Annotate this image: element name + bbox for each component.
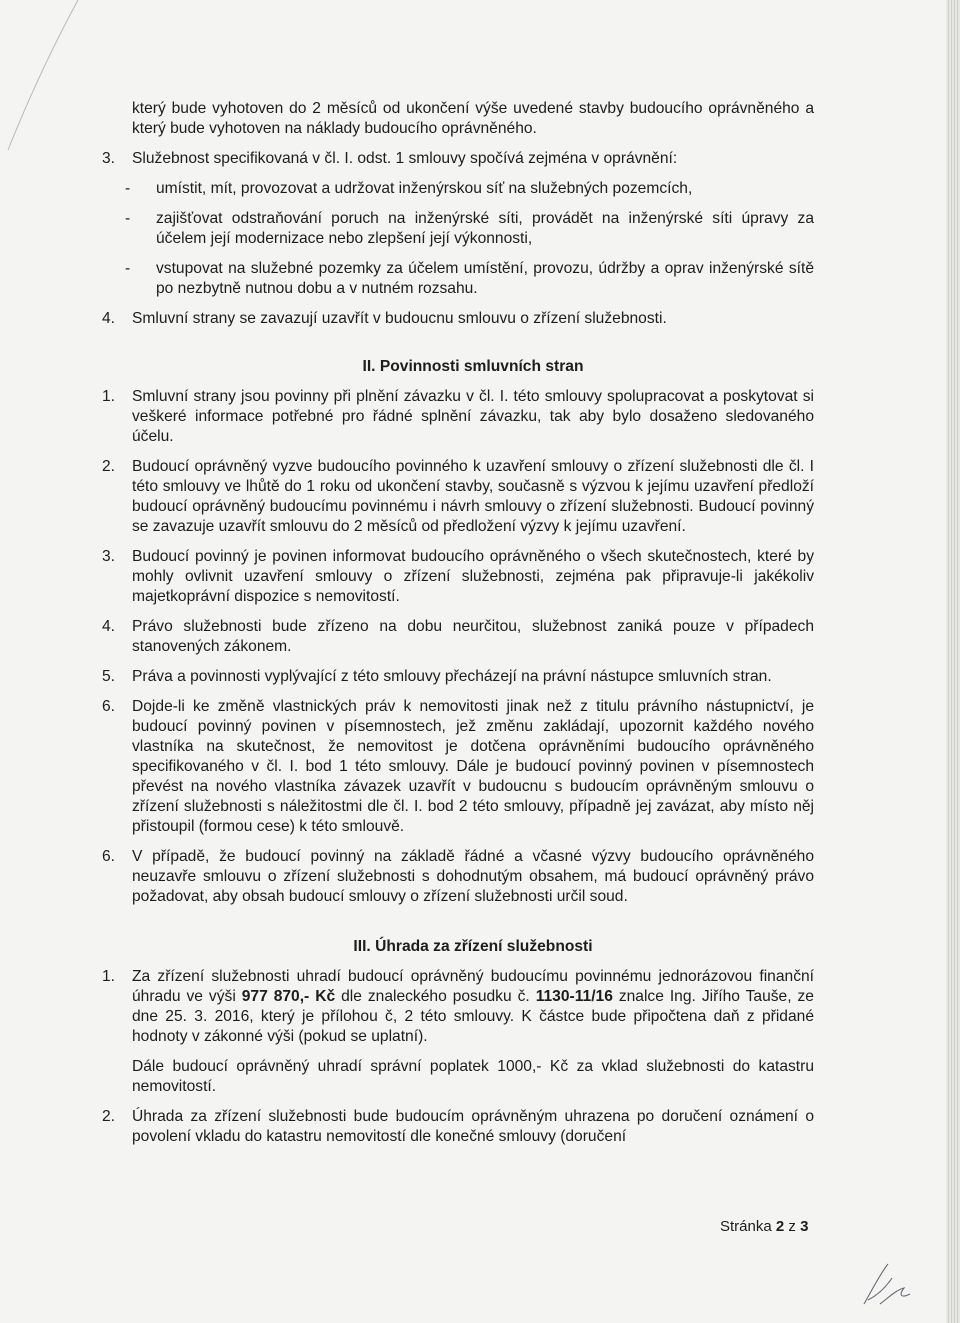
section-heading-ii: II. Povinnosti smluvních stran — [362, 358, 584, 375]
paragraph-text-c: znalce Ing. Jiřího Tauše, ze dne 25. 3. 2016, který je přílohou č, 2 této smlouvy. K částce bude připočtena daň z přidané hodnoty v zákonné výši (pokud se uplatní). — [132, 988, 814, 1045]
bullet-item — [92, 209, 814, 249]
paragraph-text: Práva a povinnosti vyplývající z této smlouvy přecházejí na právní nástupce smluvních stran. — [132, 668, 772, 685]
sub-paragraph: Dále budoucí oprávněný uhradí správní poplatek 1000,- Kč za vklad služebnosti do katastru nemovitostí. — [132, 1058, 814, 1095]
page-label: Stránka — [720, 1218, 772, 1235]
paragraph-number: 2. — [102, 458, 116, 475]
paragraph-text: Budoucí povinný je povinen informovat budoucího oprávněného o všech skutečnostech, které by mohly ovlivnit uzavření smlouvy o zřízení služebnosti, zejména pak připravuje-li jakékoliv majetkoprávní dispozice s nemovitostí. — [132, 548, 814, 605]
list-item — [92, 697, 814, 837]
page-total: 3 — [800, 1218, 809, 1235]
paragraph-continuation: který bude vyhotoven do 2 měsíců od ukončení výše uvedené stavby budoucího oprávněného a který bude vyhotoven na náklady budoucího oprávněného. — [132, 100, 814, 137]
bullet-dash: - — [125, 180, 131, 197]
list-item — [92, 387, 814, 447]
paragraph-text: Služebnost specifikovaná v čl. I. odst. 1 smlouvy spočívá zejména v oprávnění: — [132, 150, 678, 167]
bullet-text: zajišťovat odstraňování poruch na inženýrské síti, provádět na inženýrské síti úpravy za účelem její modernizace nebo zlepšení její výkonnosti, — [156, 210, 814, 247]
paragraph-number: 4. — [102, 618, 116, 635]
paragraph-text: Smluvní strany jsou povinny při plnění závazku v čl. I. této smlouvy spolupracovat a poskytovat si veškeré informace potřebné pro řádné splnění závazku, tak aby bylo dosaženo sledovaného účelu. — [132, 388, 814, 445]
bullet-text: vstupovat na služebné pozemky za účelem umístění, provozu, údržby a oprav inženýrské sítě po nezbytně nutnou dobu a v nutném rozsahu. — [156, 260, 814, 297]
paper-edge — [946, 0, 960, 1323]
scan-artifact-line — [0, 0, 90, 160]
paragraph-text: Budoucí oprávněný vyzve budoucího povinného k uzavření smlouvy o zřízení služebnosti dle čl. I této smlouvy ve lhůtě do 1 roku od ukončení stavby, současně s výzvou k jejímu uzavření předloží budoucí oprávněný budoucímu povinnému i návrh smlouvy o zřízení služebnosti. Budoucí povinný se zavazuje uzavřít smlouvu do 2 měsíců od předložení výzvy k jejímu uzavření. — [132, 458, 814, 535]
paragraph-number: 3. — [102, 150, 116, 167]
paragraph-text: Smluvní strany se zavazují uzavřít v budoucnu smlouvu o zřízení služebnosti. — [132, 310, 667, 327]
page-of: z — [788, 1218, 796, 1235]
paragraph-text-b: dle znaleckého posudku č. — [335, 988, 536, 1005]
paragraph-number: 6. — [102, 848, 116, 865]
bullet-text: umístit, mít, provozovat a udržovat inženýrskou síť na služebných pozemcích, — [156, 180, 693, 197]
paragraph-4 — [92, 309, 814, 329]
paragraph-number: 2. — [102, 1108, 116, 1125]
list-item — [92, 667, 814, 687]
signature-initials — [858, 1260, 914, 1310]
paragraph-number: 1. — [102, 968, 116, 985]
bullet-item — [92, 259, 814, 299]
report-number: 1130-11/16 — [535, 988, 613, 1005]
list-item — [92, 1107, 814, 1147]
list-item — [92, 967, 814, 1047]
paragraph-number: 4. — [102, 310, 116, 327]
page-number — [720, 1218, 808, 1235]
paragraph-number: 6. — [102, 698, 116, 715]
document-body — [92, 99, 814, 1157]
page-current: 2 — [775, 1218, 785, 1235]
paragraph-text: Právo služebnosti bude zřízeno na dobu neurčitou, služebnost zaniká pouze v případech stanovených zákonem. — [132, 618, 814, 655]
paragraph-text: Dojde-li ke změně vlastnických práv k nemovitosti jinak než z titulu právního nástupnictví, je budoucí povinný povinen v písemnostech, jež změnu zakládají, upozornit každého nového vlastníka na skutečnost, že nemovitost je dotčena oprávněními budoucího oprávněného specifikovaného v čl. I. bod 1 této smlouvy. Dále je budoucí povinný povinen v písemnostech převést na nového vlastníka závazek uzavřít v budoucnu s budoucím oprávněným smlouvu o zřízení služebnosti s náležitostmi dle čl. I. bod 2 této smlouvy, případně jej zavázat, aby místo něj přistoupil (formou cese) k této smlouvě. — [132, 698, 814, 835]
paragraph-text-a: Za zřízení služebnosti uhradí budoucí oprávněný budoucímu povinnému jednorázovou finanční úhradu ve výši — [132, 968, 814, 1005]
list-item — [92, 547, 814, 607]
paragraph-3 — [92, 149, 814, 169]
amount-value: 977 870,- Kč — [241, 988, 336, 1005]
paragraph-text: V případě, že budoucí povinný na základě řádné a včasné výzvy budoucího oprávněného neuzavře smlouvu o zřízení služebnosti s dohodnutým obsahem, má budoucí oprávněný právo požadovat, aby obsah budoucí smlouvy o zřízení služebnosti určil soud. — [132, 848, 814, 905]
paragraph-number: 1. — [102, 388, 116, 405]
paragraph-number: 3. — [102, 548, 116, 565]
list-item — [92, 617, 814, 657]
section-heading-iii: III. Úhrada za zřízení služebnosti — [353, 938, 593, 955]
list-item — [92, 847, 814, 907]
paragraph-number: 5. — [102, 668, 116, 685]
bullet-item — [92, 179, 814, 199]
paragraph-text: Úhrada za zřízení služebnosti bude budoucím oprávněným uhrazena po doručení oznámení o povolení vkladu do katastru nemovitostí dle konečné smlouvy (doručení — [132, 1108, 814, 1145]
bullet-dash: - — [125, 260, 131, 277]
list-item — [92, 457, 814, 537]
bullet-dash: - — [125, 210, 131, 227]
